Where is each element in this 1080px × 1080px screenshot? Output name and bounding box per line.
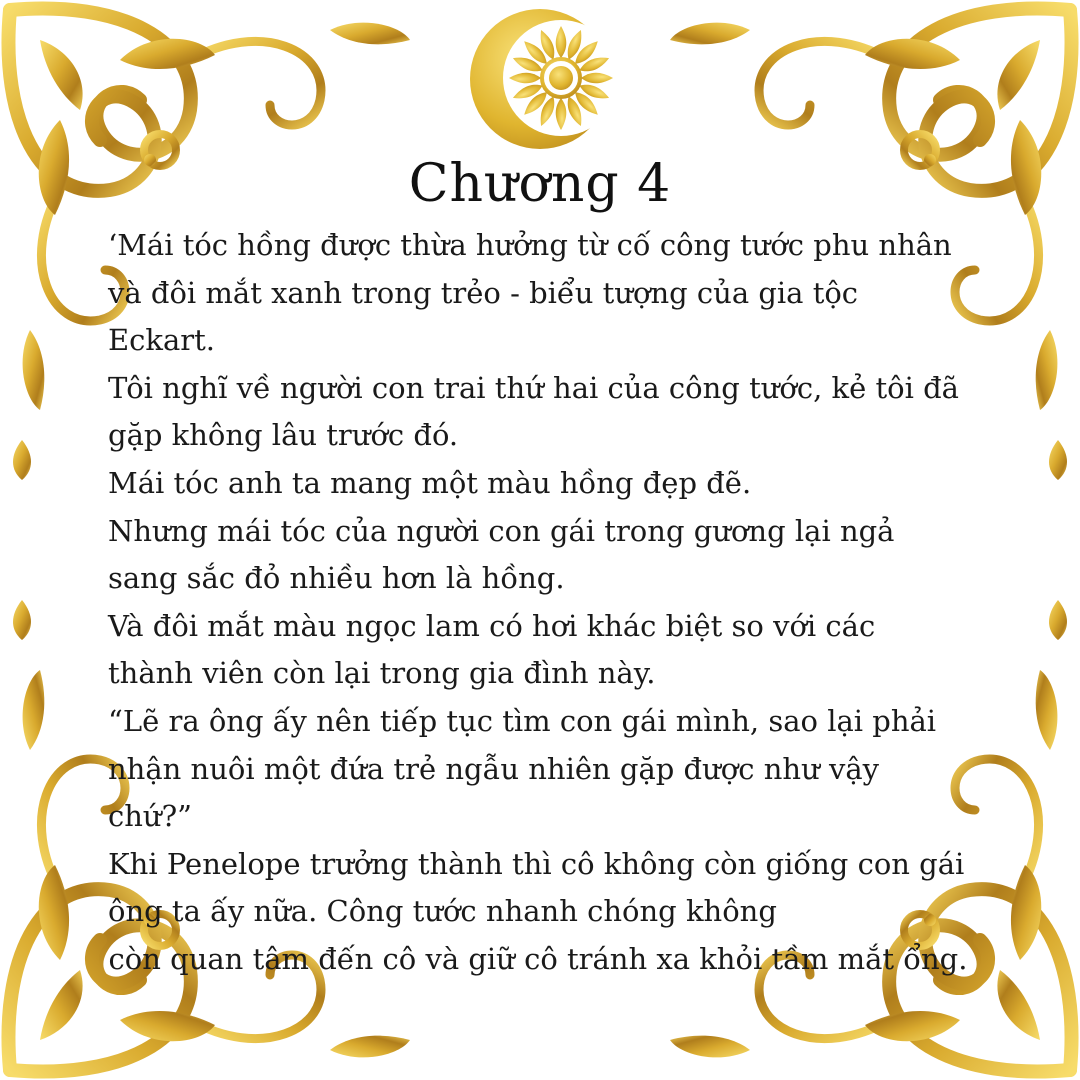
side-finial-right [1049,440,1067,640]
paragraph: Mái tóc anh ta mang một màu hồng đẹp đẽ. [108,465,752,500]
chapter-title: Chương 4 [408,154,672,214]
chapter-text [108,222,968,984]
crescent-moon-sun-icon [466,6,622,152]
paragraph: Khi Penelope trưởng thành thì cô không còn giống con gái ông ta ấy nữa. Công tước nhanh chóng không [108,846,965,929]
paragraph: ‘Mái tóc hồng được thừa hưởng từ cố công tước phu nhân và đôi mắt xanh trong trẻo - biểu tượng của gia tộc Eckart. [108,228,952,358]
paragraph-centered: còn quan tâm đến cô và giữ cô tránh xa khỏi tầm mắt ổng. [108,941,968,976]
paragraph: Nhưng mái tóc của người con gái trong gương lại ngả sang sắc đỏ nhiều hơn là hồng. [108,513,895,596]
paragraph: Tôi nghĩ về người con trai thứ hai của công tước, kẻ tôi đã gặp không lâu trước đó. [108,370,959,453]
paragraph: “Lẽ ra ông ấy nên tiếp tục tìm con gái mình, sao lại phải nhận nuôi một đứa trẻ ngẫu nhiên gặp được như vậy chứ?” [108,703,937,834]
paragraph: Và đôi mắt màu ngọc lam có hơi khác biệt so với các thành viên còn lại trong gia đình này. [108,608,876,691]
side-finial-left [13,440,31,640]
